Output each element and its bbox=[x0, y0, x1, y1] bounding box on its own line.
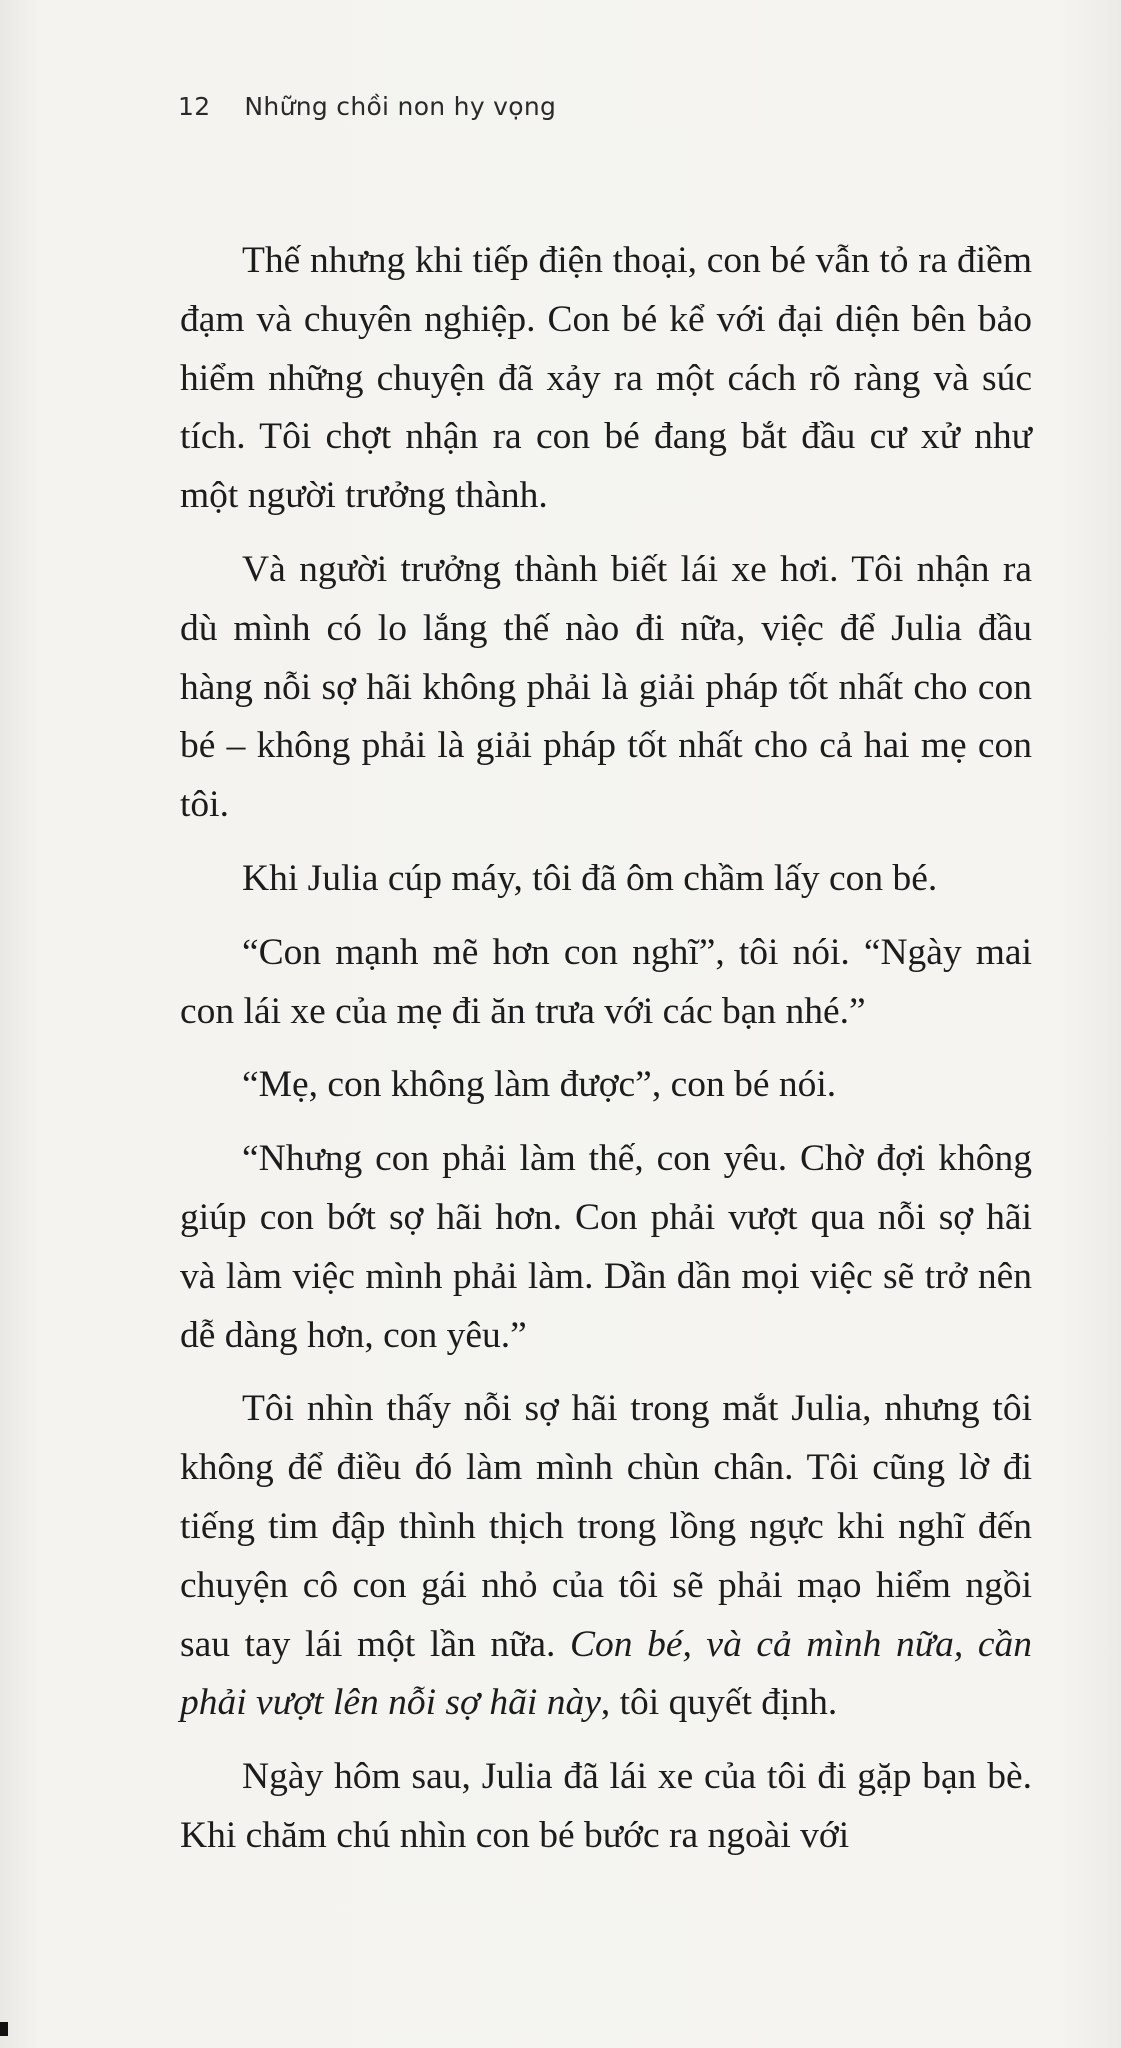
page-edge-mark bbox=[0, 2022, 8, 2036]
paragraph-8: Ngày hôm sau, Julia đã lái xe của tôi đi gặp bạn bè. Khi chăm chú nhìn con bé bước ra ngoài với bbox=[180, 1756, 1032, 1856]
running-title: Những chồi non hy vọng bbox=[244, 92, 557, 121]
paragraph-4: “Con mạnh mẽ hơn con nghĩ”, tôi nói. “Ngày mai con lái xe của mẹ đi ăn trưa với các bạn nhé.” bbox=[180, 931, 1032, 1032]
paragraph-1: Thế nhưng khi tiếp điện thoại, con bé vẫn tỏ ra điềm đạm và chuyên nghiệp. Con bé kể với đại diện bên bảo hiểm những chuyện đã xảy ra một cách rõ ràng và súc tích. Tôi chợt nhận ra con bé đang bắt đầu cư xử như một người trưởng thành. bbox=[180, 240, 1032, 517]
body-text bbox=[180, 232, 1032, 1881]
paragraph-7 bbox=[180, 1380, 1032, 1733]
paragraph-7-text: Tôi nhìn thấy nỗi sợ hãi trong mắt Julia, nhưng tôi không để điều đó làm mình chùn chân. Tôi cũng lờ đi tiếng tim đập thình thịch trong lồng ngực khi nghĩ đến chuyện cô con gái nhỏ của tôi sẽ phải mạo hiểm ngồi sau tay lái một lần nữa. bbox=[180, 1388, 1032, 1665]
paragraph-5: “Mẹ, con không làm được”, con bé nói. bbox=[242, 1064, 837, 1106]
running-header bbox=[178, 92, 556, 121]
paragraph-3: Khi Julia cúp máy, tôi đã ôm chầm lấy con bé. bbox=[242, 857, 938, 899]
page-number: 12 bbox=[178, 92, 211, 121]
paragraph-7-italic: Con bé, và cả mình nữa, cần phải vượt lên nỗi sợ hãi này bbox=[180, 1623, 1033, 1724]
paragraph-2: Và người trưởng thành biết lái xe hơi. Tôi nhận ra dù mình có lo lắng thế nào đi nữa, việc để Julia đầu hàng nỗi sợ hãi không phải là giải pháp tốt nhất cho con bé – không phải là giải pháp tốt nhất cho cả hai mẹ con tôi. bbox=[180, 548, 1032, 826]
paragraph-7-tail: , tôi quyết định. bbox=[600, 1682, 838, 1724]
paragraph-6: “Nhưng con phải làm thế, con yêu. Chờ đợi không giúp con bớt sợ hãi hơn. Con phải vượt qua nỗi sợ hãi và làm việc mình phải làm. Dần dần mọi việc sẽ trở nên dễ dàng hơn, con yêu.” bbox=[180, 1138, 1032, 1356]
